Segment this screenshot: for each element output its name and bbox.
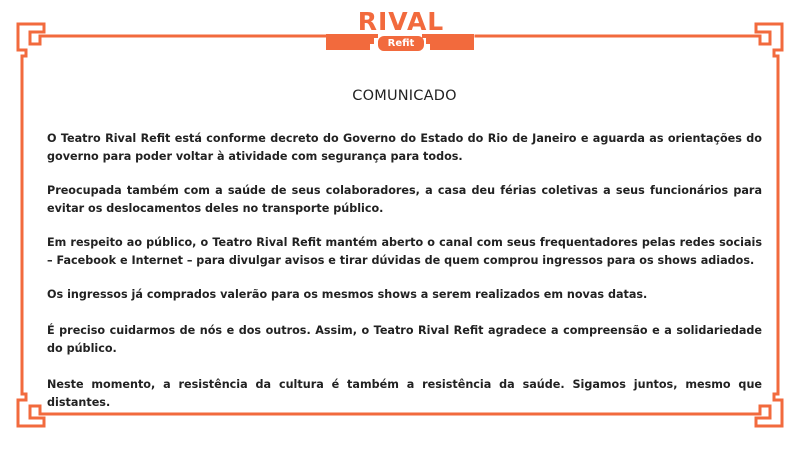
notice-paragraph: Em respeito ao público, o Teatro Rival Refit mantém aberto o canal com seus frequentadores pelas redes sociais – Facebook e Internet – para divulgar avisos e tirar dúvidas de quem comprou ingressos para os shows adiados. xyxy=(47,236,762,267)
corner-ornament-top-left xyxy=(18,24,44,56)
logo-sub-badge: Refit xyxy=(378,36,424,51)
notice-body xyxy=(47,88,762,412)
notice-paragraph: Neste momento, a resistência da cultura é também a resistência da saúde. Sigamos juntos, mesmo que distantes. xyxy=(47,378,762,409)
notice-paragraph: É preciso cuidarmos de nós e dos outros. Assim, o Teatro Rival Refit agradece a compreensão e a solidariedade do público. xyxy=(47,324,762,355)
notice-paragraph: Os ingressos já comprados valerão para os mesmos shows a serem realizados em novas datas. xyxy=(47,288,648,301)
notice-title: COMUNICADO xyxy=(352,88,457,104)
notice-paragraph: Preocupada também com a saúde de seus colaboradores, a casa deu férias coletivas a seus funcionários para evitar os deslocamentos deles no transporte público. xyxy=(47,184,762,215)
corner-ornament-top-right xyxy=(756,24,782,56)
logo-wordmark: RIVAL xyxy=(357,7,445,36)
notice-paragraph: O Teatro Rival Refit está conforme decreto do Governo do Estado do Rio de Janeiro e aguarda as orientações do governo para poder voltar à atividade com segurança para todos. xyxy=(47,132,762,163)
corner-ornament-bottom-left xyxy=(18,394,44,426)
rival-refit-logo xyxy=(330,8,472,56)
